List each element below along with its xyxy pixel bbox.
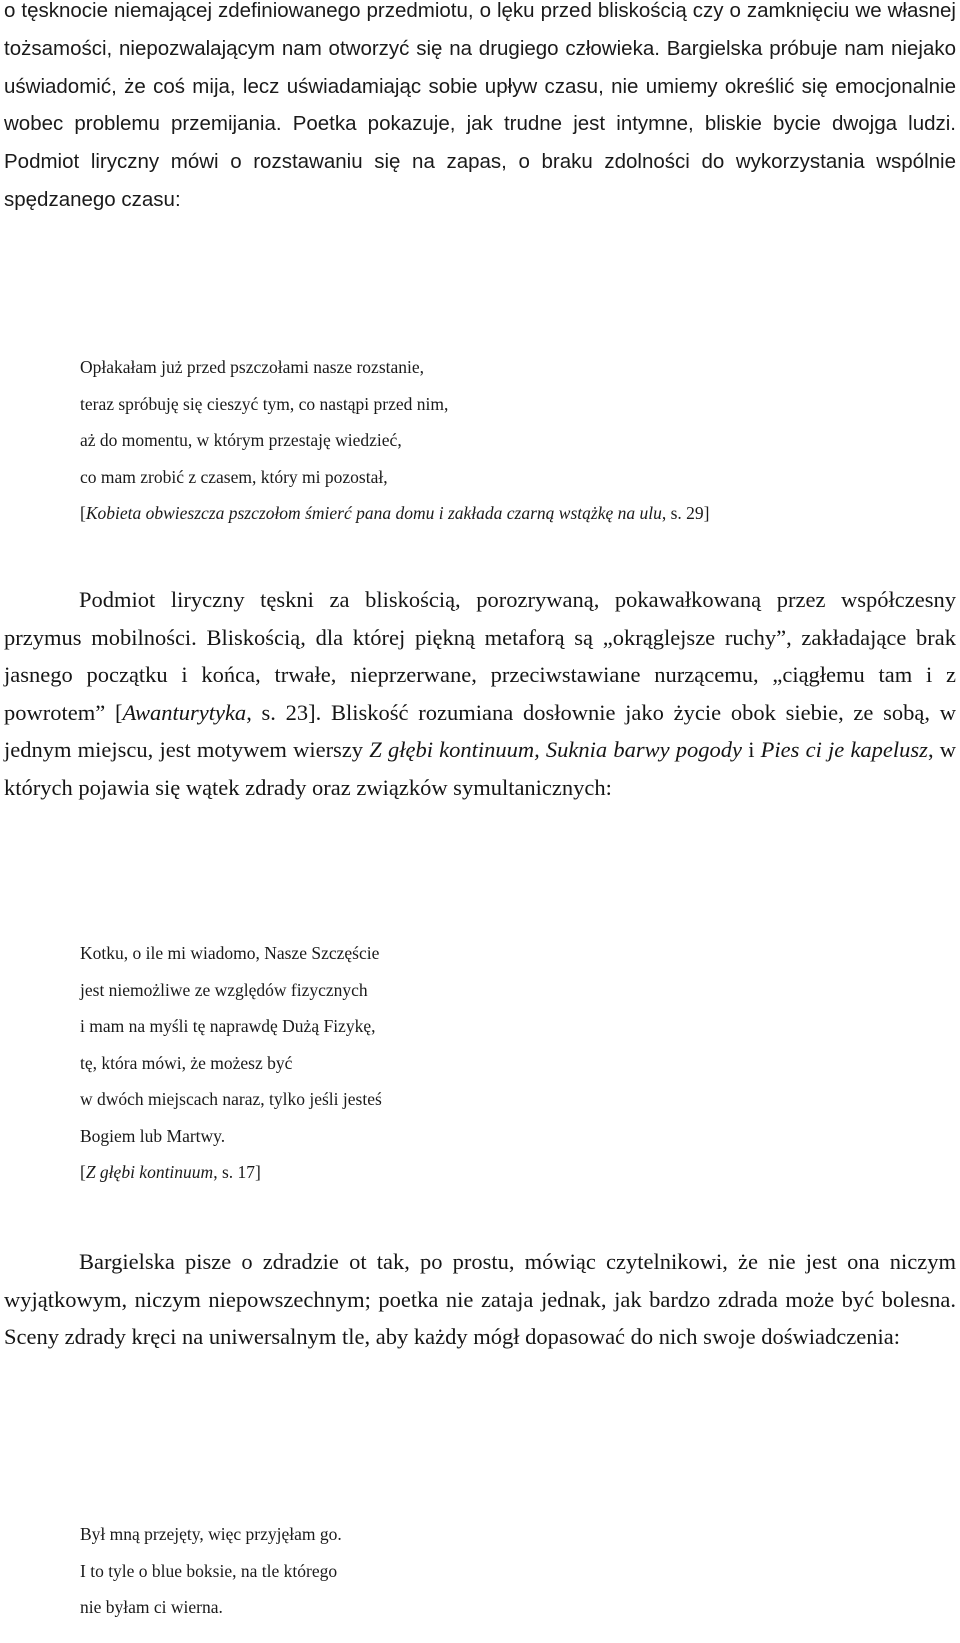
poem-quote-1: [80, 349, 950, 532]
poem-2-line-6: Bogiem lub Martwy.: [80, 1125, 226, 1146]
poem-2-citation-title: Z głębi kontinuum: [85, 1162, 214, 1182]
poem-quote-2: [80, 935, 950, 1191]
poem-3-line-2: I to tyle o blue boksie, na tle którego: [80, 1560, 338, 1581]
poem-3-line-3: nie byłam ci wierna.: [80, 1597, 223, 1617]
poem-1-line-4: co mam zrobić z czasem, który mi pozostał,: [80, 466, 388, 487]
poem-titles: Z głębi kontinuum, Suknia barwy pogody: [369, 737, 743, 762]
poem-quote-3: [80, 1516, 950, 1626]
poem-2-line-3: i mam na myśli tę naprawdę Dużą Fizykę,: [80, 1016, 376, 1036]
poem-2-line-1: Kotku, o ile mi wiadomo, Nasze Szczęście: [80, 943, 380, 963]
poem-1-citation-title: Kobieta obwieszcza pszczołom śmierć pana domu i zakłada czarną wstążkę na ulu: [85, 503, 662, 523]
paragraph-1: o tęsknocie niemającej zdefiniowanego przedmiotu, o lęku przed bliskością czy o zamknięciu we własnej tożsamości, niepozwalającym nam otworzyć się na drugiego człowieka. Bargielska próbuje nam niejako uświadomić, że coś mija, lecz uświadamiając sobie upływ czasu, nie umiemy określić się emocjonalnie wobec problemu przemijania. Poetka pokazuje, jak trudne jest intymne, bliskie bycie dwojga ludzi. Podmiot liryczny mówi o rozstawaniu się na zapas, o braku zdolności do wykorzystania wspólnie spędzanego czasu:: [4, 0, 956, 211]
poem-2-line-4: tę, która mówi, że możesz być: [80, 1052, 293, 1073]
poem-2-citation: [Z głębi kontinuum, s. 17]: [80, 1162, 261, 1182]
poem-2-line-5: w dwóch miejscach naraz, tylko jeśli jesteś: [80, 1089, 382, 1109]
poem-title-pies: Pies ci je kapelusz: [760, 737, 928, 762]
poem-2-line-2: jest niemożliwe ze względów fizycznych: [80, 979, 368, 1000]
poem-3-line-1: Był mną przejęty, więc przyjęłam go.: [80, 1524, 342, 1544]
paragraph-3: Bargielska pisze o zdradzie ot tak, po prostu, mówiąc czytelnikowi, że nie jest ona niczym wyjątkowym, niczym niepowszechnym; poetka nie zataja jednak, jak bardzo zdrada może być bolesna. Sceny zdrady kręci na uniwersalnym tle, aby każdy mógł dopasować do nich swoje doświadczenia:: [4, 1249, 956, 1349]
citation-awanturytyka: Awanturytyka: [122, 699, 247, 725]
poem-1-line-3: aż do momentu, w którym przestaję wiedzieć,: [80, 430, 402, 450]
poem-1-line-1: Opłakałam już przed pszczołami nasze rozstanie,: [80, 357, 425, 377]
paragraph-2: Podmiot liryczny tęskni za bliskością, porozrywaną, pokawałkowaną przez współczesny przymus mobilności. Bliskością, dla której piękną metaforą są „okrąglejsze ruchy”, zakładające brak jasnego początku i końca, trwałe, nieprzerwane, przeciwstawiane nurzącemu, „ciągłemu tam i z powrotem” [Awanturytyka, s. 23]. Bliskość rozumiana dosłownie jako życie obok siebie, ze sobą, w jednym miejscu, jest motywem wierszy Z głębi kontinuum, Suknia barwy pogody i Pies ci je kapelusz, w których pojawia się wątek zdrady oraz związków symultanicznych:: [4, 587, 956, 800]
poem-1-line-2: teraz spróbuję się cieszyć tym, co nastąpi przed nim,: [80, 393, 449, 414]
poem-1-citation: [Kobieta obwieszcza pszczołom śmierć pana domu i zakłada czarną wstążkę na ulu, s. 29]: [80, 503, 710, 523]
